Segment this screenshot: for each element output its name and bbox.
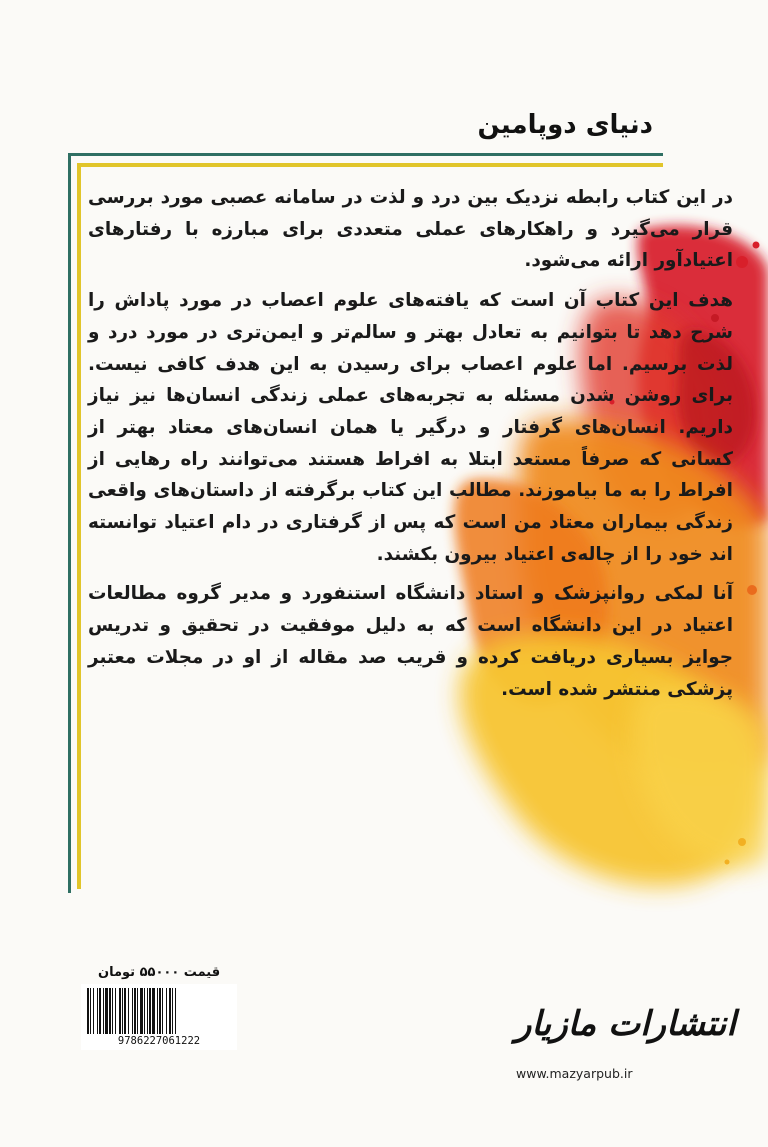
barcode — [81, 984, 237, 1050]
publisher-website: www.mazyarpub.ir — [516, 1066, 633, 1081]
price-label: قیمت ۵۵۰۰۰ تومان — [98, 965, 221, 980]
publisher-logo: انتشارات مازیار — [515, 1004, 736, 1044]
book-title: دنیای دوپامین — [477, 110, 653, 140]
barcode-bars — [87, 988, 231, 1036]
blurb-paragraph: در این کتاب رابطه نزدیک بین درد و لذت در سامانه عصبی مورد بررسی قرار می‌گیرد و راهکارهای عملی متعددی برای مبارزه با رفتارهای اعتیادآور ارائه می‌شود. — [88, 187, 733, 272]
blurb-paragraph: هدف این کتاب آن است که یافته‌های علوم اعصاب در مورد پاداش را شرح دهد تا بتوانیم به تعادل بهتر و سالم‌تر و ایمن‌تری در مورد درد و لذت برسیم. اما علوم اعصاب برای رسیدن به این هدف کافی نیست. برای روشن شدن مسئله به تجربه‌های عملی زندگی انسان‌ها نیز نیاز داریم. انسان‌های گرفتار و درگیر یا همان انسان‌های معتاد بهتر از کسانی که صرفاً مستعد ابتلا به افراط هستند می‌توانند راه رهایی از افراط را به ما بیاموزند. مطالب این کتاب برگرفته از داستان‌های واقعی زندگی بیماران معتاد من است که پس از گرفتاری در دام اعتیاد توانسته اند خود را از چاله‌ی اعتیاد بیرون بکشند. — [88, 290, 733, 565]
isbn-number: 9786227061222 — [117, 1035, 201, 1047]
blurb-text — [88, 182, 733, 713]
blurb-paragraph: آنا لمکی روانپزشک و استاد دانشگاه استنفورد و مدیر گروه مطالعات اعتیاد در این دانشگاه است که به دلیل موفقیت در تحقیق و تدریس جوایز بسیاری دریافت کرده و قریب صد مقاله از او در مجلات معتبر پزشکی منتشر شده است. — [88, 583, 733, 700]
